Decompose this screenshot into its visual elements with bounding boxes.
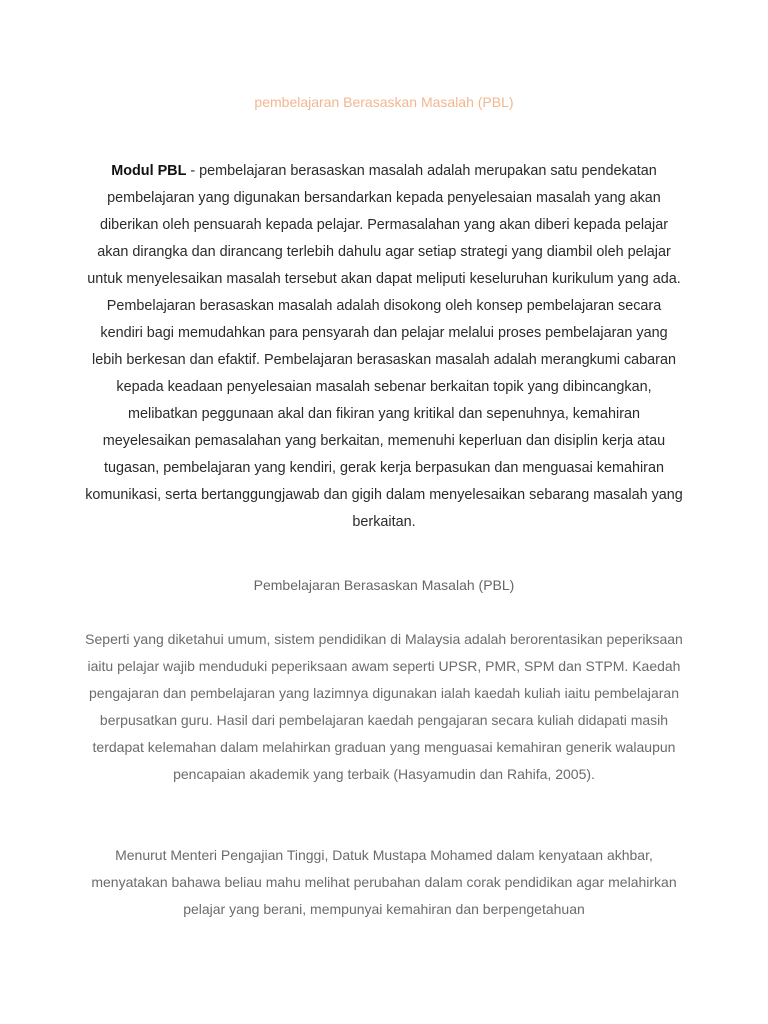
paragraph-3: Menurut Menteri Pengajian Tinggi, Datuk Mustapa Mohamed dalam kenyataan akhbar, menyatakan bahawa beliau mahu melihat perubahan dalam corak pendidikan agar melahirkan pelajar yang berani, mempunyai kemahiran dan berpengetahuan [91, 847, 677, 917]
paragraph-2: Seperti yang diketahui umum, sistem pendidikan di Malaysia adalah berorentasikan peperiksaan iaitu pelajar wajib menduduki peperiksaan awam seperti UPSR, PMR, SPM dan STPM. Kaedah pengajaran dan pembelajaran yang lazimnya digunakan ialah kaedah kuliah iaitu pembelajaran berpusatkan guru. Hasil dari pembelajaran kaedah pengajaran secara kuliah didapati masih terdapat kelemahan dalam melahirkan graduan yang menguasai kemahiran generik walaupun pencapaian akademik yang terbaik (Hasyamudin dan Rahifa, 2005). [85, 631, 683, 782]
document-title: pembelajaran Berasaskan Masalah (PBL) [254, 94, 514, 110]
section-subtitle: Pembelajaran Berasaskan Masalah (PBL) [253, 577, 515, 593]
intro-paragraph [84, 158, 684, 536]
intro-text: - pembelajaran berasaskan masalah adalah merupakan satu pendekatan pembelajaran yang digunakan bersandarkan kepada penyelesaian masalah yang akan diberikan oleh pensuarah kepada pelajar. Permasalahan yang akan diberi kepada pelajar akan dirangka dan dirancang terlebih dahulu agar setiap strategi yang diambil oleh pelajar untuk menyelesaikan masalah tersebut akan dapat meliputi keseluruhan kurikulum yang ada. Pembelajaran berasaskan masalah adalah disokong oleh konsep pembelajaran secara kendiri bagi memudahkan para pensyarah dan pelajar melalui proses pembelajaran yang lebih berkesan dan efaktif. Pembelajaran berasaskan masalah adalah merangkumi cabaran kepada keadaan penyelesaian masalah sebenar berkaitan topik yang dibincangkan, melibatkan peggunaan akal dan fikiran yang kritikal dan sepenuhnya, kemahiran meyelesaikan pemasalahan yang berkaitan, memenuhi keperluan dan disiplin kerja atau tugasan, pembelajaran yang kendiri, gerak kerja berpasukan dan menguasai kemahiran komunikasi, serta bertanggungjawab dan gigih dalam menyelesaikan sebarang masalah yang berkaitan. [85, 163, 683, 530]
intro-lead: Modul PBL [111, 163, 187, 179]
